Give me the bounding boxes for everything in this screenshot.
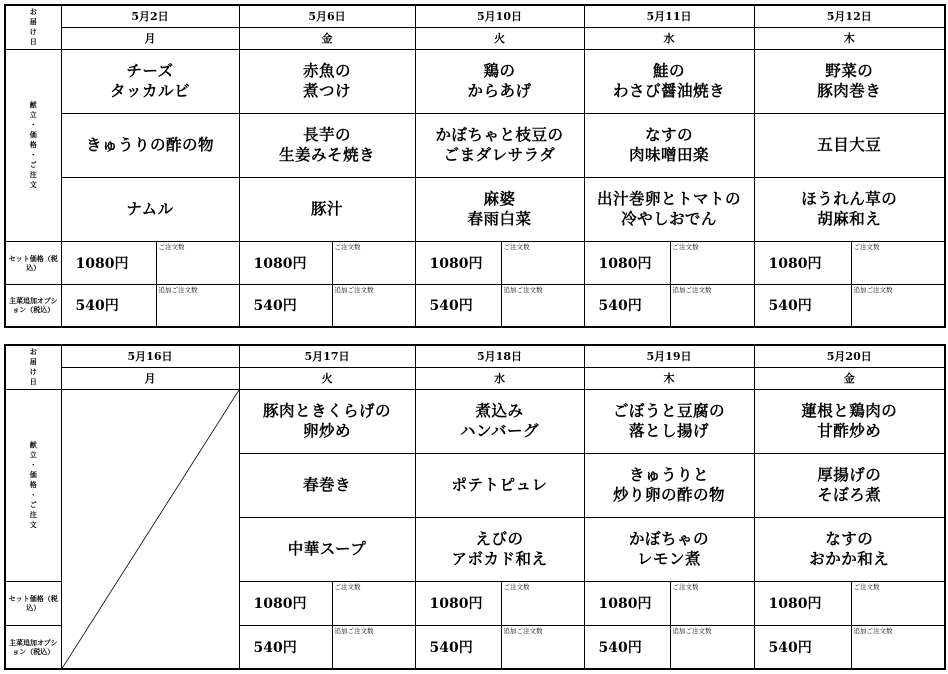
menu-table-week-1 [4, 4, 946, 328]
side-dish: 五目大豆 [754, 113, 945, 177]
set-price: 1080円 [415, 581, 501, 625]
diagonal-strike-line [62, 390, 239, 669]
order-quantity-field[interactable]: ご注文数 [332, 581, 415, 625]
order-quantity-field[interactable]: ご注文数 [851, 241, 945, 284]
order-quantity-field[interactable]: ご注文数 [670, 581, 754, 625]
main-dish: 豚肉ときくらげの 卵炒め [239, 389, 415, 453]
set-price: 1080円 [415, 241, 501, 284]
order-quantity-field[interactable]: ご注文数 [501, 241, 584, 284]
delivery-date-label: お 届 け 日 [5, 5, 61, 49]
delivery-date-label: お 届 け 日 [5, 345, 61, 389]
side-dish: きゅうりと 炒り卵の酢の物 [584, 453, 754, 517]
set-price: 1080円 [239, 581, 332, 625]
weekday-cell: 月 [61, 367, 239, 389]
option-label: 主菜追加オプション（税込） [5, 625, 61, 669]
side-dish: かぼちゃと枝豆の ごまダレサラダ [415, 113, 584, 177]
no-delivery-cell [61, 389, 239, 669]
main-dish: ごぼうと豆腐の 落とし揚げ [584, 389, 754, 453]
extra-order-quantity-field[interactable]: 追加ご注文数 [501, 284, 584, 327]
option-price: 540円 [61, 284, 156, 327]
set-price-label: セット価格（税込） [5, 581, 61, 625]
option-price: 540円 [415, 625, 501, 669]
option-price: 540円 [584, 625, 670, 669]
date-cell: 5月11日 [584, 5, 754, 27]
extra-order-quantity-field[interactable]: 追加ご注文数 [851, 284, 945, 327]
extra-order-quantity-field[interactable]: 追加ご注文数 [670, 284, 754, 327]
option-label: 主菜追加オプション（税込） [5, 284, 61, 327]
set-price: 1080円 [754, 241, 851, 284]
date-cell: 5月20日 [754, 345, 945, 367]
side-dish: なすの 肉味噌田楽 [584, 113, 754, 177]
extra-order-quantity-field[interactable]: 追加ご注文数 [332, 625, 415, 669]
extra-order-quantity-field[interactable]: 追加ご注文数 [851, 625, 945, 669]
set-price: 1080円 [754, 581, 851, 625]
side-dish: ポテトピュレ [415, 453, 584, 517]
weekday-cell: 火 [415, 27, 584, 49]
date-cell: 5月10日 [415, 5, 584, 27]
date-cell: 5月6日 [239, 5, 415, 27]
date-cell: 5月16日 [61, 345, 239, 367]
main-dish: チーズ タッカルビ [61, 49, 239, 113]
set-price: 1080円 [239, 241, 332, 284]
third-dish: ほうれん草の 胡麻和え [754, 177, 945, 241]
date-cell: 5月12日 [754, 5, 945, 27]
side-dish: きゅうりの酢の物 [61, 113, 239, 177]
set-price: 1080円 [584, 241, 670, 284]
set-price: 1080円 [584, 581, 670, 625]
third-dish: 麻婆 春雨白菜 [415, 177, 584, 241]
weekday-cell: 月 [61, 27, 239, 49]
third-dish: えびの アボカド和え [415, 517, 584, 581]
side-dish: 厚揚げの そぼろ煮 [754, 453, 945, 517]
third-dish: かぼちゃの レモン煮 [584, 517, 754, 581]
option-price: 540円 [239, 625, 332, 669]
order-quantity-field[interactable]: ご注文数 [156, 241, 239, 284]
main-dish: 赤魚の 煮つけ [239, 49, 415, 113]
side-dish: 春巻き [239, 453, 415, 517]
weekday-cell: 木 [754, 27, 945, 49]
weekday-cell: 金 [754, 367, 945, 389]
option-price: 540円 [754, 625, 851, 669]
weekday-cell: 木 [584, 367, 754, 389]
main-dish: 蓮根と鶏肉の 甘酢炒め [754, 389, 945, 453]
date-cell: 5月18日 [415, 345, 584, 367]
date-cell: 5月2日 [61, 5, 239, 27]
main-dish: 鮭の わさび醤油焼き [584, 49, 754, 113]
option-price: 540円 [584, 284, 670, 327]
date-cell: 5月17日 [239, 345, 415, 367]
menu-price-order-label: 献 立 ・ 価 格 ・ ご 注 文 [5, 389, 61, 581]
option-price: 540円 [239, 284, 332, 327]
option-price: 540円 [754, 284, 851, 327]
third-dish: なすの おかか和え [754, 517, 945, 581]
third-dish: 出汁巻卵とトマトの 冷やしおでん [584, 177, 754, 241]
date-cell: 5月19日 [584, 345, 754, 367]
extra-order-quantity-field[interactable]: 追加ご注文数 [670, 625, 754, 669]
order-quantity-field[interactable]: ご注文数 [851, 581, 945, 625]
weekday-cell: 水 [584, 27, 754, 49]
set-price: 1080円 [61, 241, 156, 284]
menu-price-order-label: 献 立 ・ 価 格 ・ ご 注 文 [5, 49, 61, 241]
extra-order-quantity-field[interactable]: 追加ご注文数 [501, 625, 584, 669]
order-quantity-field[interactable]: ご注文数 [501, 581, 584, 625]
third-dish: 中華スープ [239, 517, 415, 581]
extra-order-quantity-field[interactable]: 追加ご注文数 [156, 284, 239, 327]
option-price: 540円 [415, 284, 501, 327]
weekday-cell: 金 [239, 27, 415, 49]
set-price-label: セット価格（税込） [5, 241, 61, 284]
side-dish: 長芋の 生姜みそ焼き [239, 113, 415, 177]
order-quantity-field[interactable]: ご注文数 [332, 241, 415, 284]
main-dish: 煮込み ハンバーグ [415, 389, 584, 453]
third-dish: 豚汁 [239, 177, 415, 241]
main-dish: 鶏の からあげ [415, 49, 584, 113]
weekday-cell: 火 [239, 367, 415, 389]
third-dish: ナムル [61, 177, 239, 241]
extra-order-quantity-field[interactable]: 追加ご注文数 [332, 284, 415, 327]
weekday-cell: 水 [415, 367, 584, 389]
main-dish: 野菜の 豚肉巻き [754, 49, 945, 113]
order-quantity-field[interactable]: ご注文数 [670, 241, 754, 284]
menu-table-week-2 [4, 344, 946, 670]
